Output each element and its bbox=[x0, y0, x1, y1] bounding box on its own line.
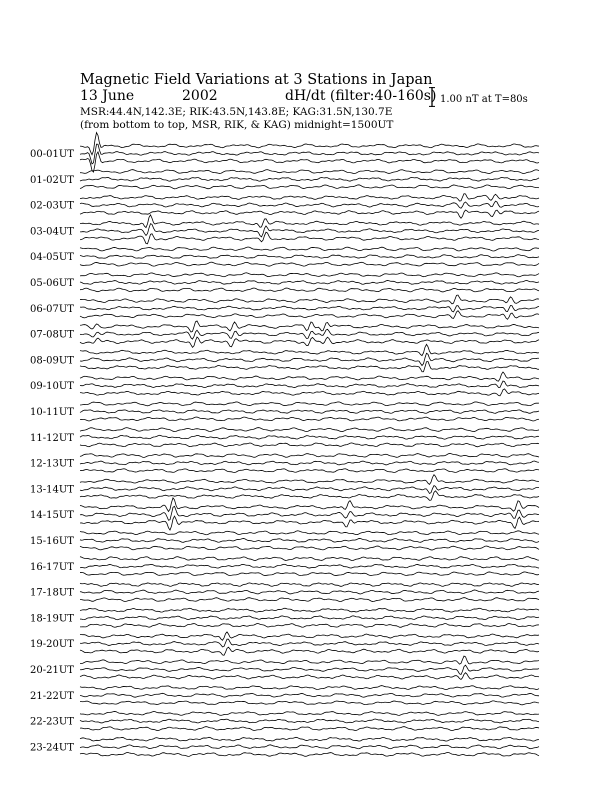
trace-line-kag bbox=[80, 247, 539, 251]
trace-line-msr bbox=[80, 389, 539, 396]
trace-line-kag bbox=[80, 656, 539, 664]
trace-line-kag bbox=[80, 295, 539, 304]
hour-label: 07-08UT bbox=[30, 329, 74, 341]
station-coordinates: MSR:44.4N,142.3E; RIK:43.5N,143.8E; KAG:31.5N,130.7E bbox=[80, 106, 393, 118]
trace-line-msr bbox=[80, 647, 539, 655]
trace-line-kag bbox=[80, 475, 539, 485]
chart-date: 13 June bbox=[80, 88, 135, 104]
hour-label: 09-10UT bbox=[30, 381, 74, 393]
trace-line-msr bbox=[80, 288, 539, 292]
trace-line-kag bbox=[80, 321, 539, 332]
hour-label: 17-18UT bbox=[30, 587, 74, 599]
hour-label: 11-12UT bbox=[30, 432, 74, 444]
trace-line-msr bbox=[80, 262, 539, 266]
trace-line-kag bbox=[80, 344, 539, 355]
trace-line-rik bbox=[80, 280, 539, 284]
trace-line-rik bbox=[80, 381, 539, 388]
trace-line-rik bbox=[80, 719, 539, 723]
trace-line-msr bbox=[80, 469, 539, 473]
trace-line-kag bbox=[80, 498, 539, 512]
trace-line-rik bbox=[80, 616, 539, 620]
trace-line-msr bbox=[80, 516, 539, 530]
trace-line-rik bbox=[80, 201, 539, 208]
trace-line-kag bbox=[80, 133, 539, 155]
trace-line-kag bbox=[80, 454, 539, 458]
hour-label: 06-07UT bbox=[30, 303, 74, 315]
hour-label: 08-09UT bbox=[30, 355, 74, 367]
trace-line-msr bbox=[80, 185, 539, 189]
trace-line-msr bbox=[80, 727, 539, 731]
trace-line-rik bbox=[80, 177, 539, 181]
hour-label: 01-02UT bbox=[30, 174, 74, 186]
hour-label: 13-14UT bbox=[30, 484, 74, 496]
trace-line-msr bbox=[80, 752, 539, 756]
trace-line-rik bbox=[80, 639, 539, 647]
trace-line-msr bbox=[80, 362, 539, 372]
trace-line-msr bbox=[80, 546, 539, 550]
hour-label: 20-21UT bbox=[30, 665, 74, 676]
trace-line-msr bbox=[80, 232, 539, 244]
hour-label: 03-04UT bbox=[30, 226, 74, 238]
trace-line-kag bbox=[80, 372, 539, 381]
trace-line-rik bbox=[80, 590, 539, 594]
trace-line-kag bbox=[80, 737, 539, 741]
hour-label: 05-06UT bbox=[30, 278, 74, 289]
trace-line-rik bbox=[80, 410, 539, 413]
trace-line-kag bbox=[80, 170, 539, 174]
trace-line-msr bbox=[80, 572, 539, 576]
trace-line-rik bbox=[80, 255, 539, 259]
trace-line-rik bbox=[80, 693, 539, 697]
trace-line-msr bbox=[80, 598, 539, 602]
trace-line-rik bbox=[80, 353, 539, 365]
trace-line-kag bbox=[80, 583, 539, 587]
hour-label: 15-16UT bbox=[30, 536, 74, 547]
hour-label: 23-24UT bbox=[30, 742, 74, 754]
chart-filter: dH/dt (filter:40-160s) bbox=[285, 88, 437, 104]
trace-line-kag bbox=[80, 632, 539, 640]
trace-line-kag bbox=[80, 531, 539, 535]
station-order-note: (from bottom to top, MSR, RIK, & KAG) midnight=1500UT bbox=[80, 119, 394, 131]
hour-label: 19-20UT bbox=[30, 639, 74, 651]
trace-line-rik bbox=[80, 506, 539, 520]
trace-line-msr bbox=[80, 337, 539, 347]
hour-label: 00-01UT bbox=[30, 149, 74, 160]
trace-line-rik bbox=[80, 665, 539, 674]
hour-label: 22-23UT bbox=[30, 716, 74, 728]
trace-line-msr bbox=[80, 417, 539, 421]
hour-label: 10-11UT bbox=[30, 407, 74, 418]
trace-line-msr bbox=[80, 673, 539, 680]
hour-label: 16-17UT bbox=[30, 561, 74, 573]
trace-line-msr bbox=[80, 443, 539, 447]
trace-line-kag bbox=[80, 557, 539, 561]
trace-line-rik bbox=[80, 305, 539, 311]
trace-line-msr bbox=[80, 491, 539, 501]
chart-title: Magnetic Field Variations at 3 Stations in Japan bbox=[80, 72, 433, 88]
hour-label: 18-19UT bbox=[30, 613, 74, 625]
hour-label: 12-13UT bbox=[30, 458, 74, 470]
trace-line-kag bbox=[80, 215, 539, 228]
trace-line-rik bbox=[80, 435, 539, 439]
trace-line-kag bbox=[80, 711, 539, 715]
trace-line-kag bbox=[80, 686, 539, 690]
trace-line-kag bbox=[80, 428, 539, 432]
hour-label: 02-03UT bbox=[30, 200, 74, 212]
chart-year: 2002 bbox=[182, 88, 218, 104]
trace-line-rik bbox=[80, 745, 539, 749]
trace-line-rik bbox=[80, 329, 539, 339]
trace-line-msr bbox=[80, 701, 539, 705]
hour-label: 04-05UT bbox=[30, 252, 74, 264]
hour-label: 21-22UT bbox=[30, 690, 74, 702]
trace-line-rik bbox=[80, 224, 539, 237]
scale-label: 1.00 nT at T=80s bbox=[440, 94, 528, 105]
trace-line-kag bbox=[80, 194, 539, 201]
trace-line-msr bbox=[80, 624, 539, 628]
trace-line-rik bbox=[80, 538, 539, 542]
trace-line-msr bbox=[80, 311, 539, 320]
trace-line-rik bbox=[80, 461, 539, 465]
trace-line-kag bbox=[80, 402, 539, 406]
trace-line-rik bbox=[80, 564, 539, 568]
trace-line-rik bbox=[80, 486, 539, 494]
hour-label: 14-15UT bbox=[30, 510, 74, 522]
trace-line-kag bbox=[80, 608, 539, 612]
trace-line-kag bbox=[80, 273, 539, 277]
